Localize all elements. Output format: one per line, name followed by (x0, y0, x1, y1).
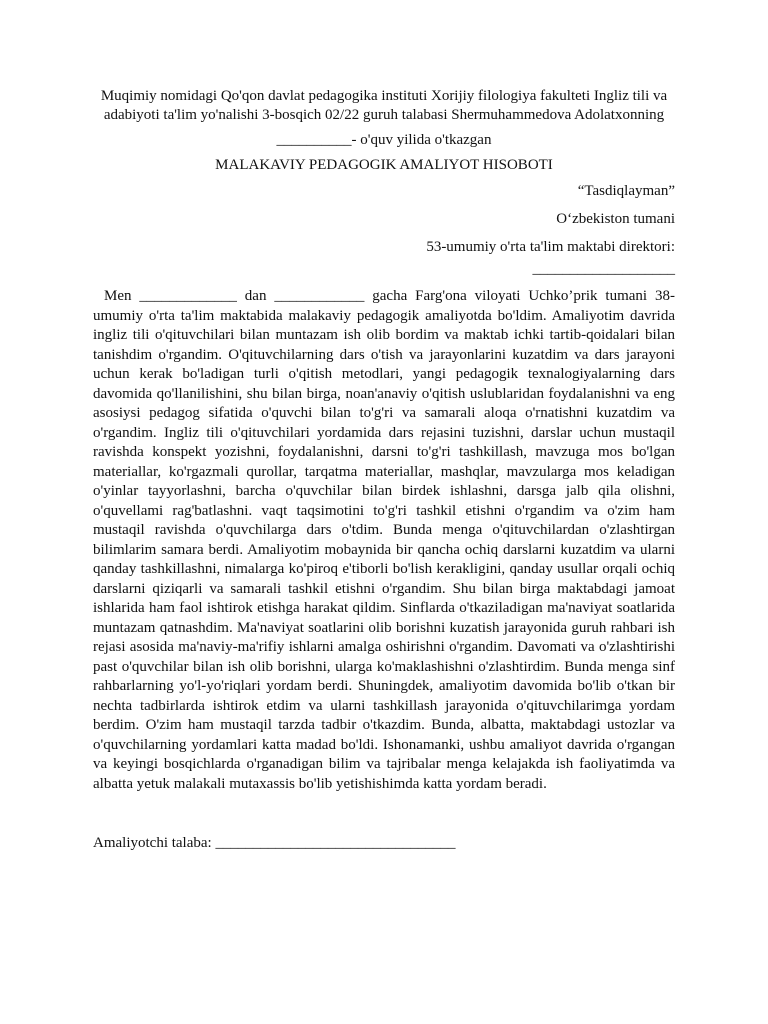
approval-label: “Tasdiqlayman” (577, 183, 675, 199)
director-label: 53-umumiy o'rta ta'lim maktabi direktori: (426, 239, 675, 255)
academic-year-line: __________- o'quv yilida o'tkazgan (276, 132, 492, 148)
document-header: Muqimiy nomidagi Qo'qon davlat pedagogika instituti Xorijiy filologiya fakulteti Ingliz tili va adabiyoti ta'lim yo'nalishi 3-bosqich 02/22 guruh talabasi Shermuhammedova Adolatxonning (100, 88, 668, 123)
document-title: MALAKAVIY PEDAGOGIK AMALIYOT HISOBOTI (215, 157, 553, 173)
director-signature-line: ___________________ (532, 261, 675, 277)
district-label: O‘zbekiston tumani (556, 211, 675, 227)
student-signature-line: Amaliyotchi talaba: ________________________________ (93, 835, 456, 851)
report-body-paragraph: Men _____________ dan ____________ gacha Farg'ona viloyati Uchko’prik tumani 38-umumiy o'rta ta'lim maktabida malakaviy pedagogik amaliyotda bo'ldim. Amaliyotim davrida ingliz tili o'qituvchilari bilan muntazam ish olib bordim va maktab ichki tartib-qoidalari bilan tanishdim o'rgandim. O'qituvchilarning dars o'tish va jarayonlarini kuzatdim va dars jarayoni uchun kerak bo'ladigan turli o'qitish metodlari, yangi pedagogik texnalogiyalarning dars davomida qo'llanilishini, shu bilan birga, noan'anaviy o'qitish uslublaridan foydalanishni va eng asosiysi pedagog sifatida o'quvchi bilan to'g'ri va samarali aloqa o'rnatishni kuzatdim va o'rgandim. Ingliz tili o'qituvchilari yordamida dars rejasini tuzishni, darslar uchun mustaqil ravishda konspekt yozishni, foydalanishni, darsni to'g'ri tashkillash, mavzuga mos bo'lgan materiallar, ko'rgazmali qurollar, tarqatma materiallar, mashqlar, mavzularga mos keladigan o'yinlar tayyorlashni, barcha o'quvchilar bilan birdek ishlashni, darsga jalb qila olishni, o'quvellami rag'batlashni. vaqt taqsimotini to'g'ri tashkil etishni o'rgandim va o'zim ham mustaqil ravishda o'quvchilarga dars o'tdim. Bunda menga o'qituvchilardan o'zlashtirgan bilimlarim samara berdi. Amaliyotim mobaynida bir qancha ochiq darslarni kuzatdim va ularni qanday tashkillashni, nimalarga ko'piroq e'tiborli bo'lish kerakligini, qanday usullar orqali ochiq darslarni qiziqarli va samarali tashkil etishni o'rgandim. Shu bilan birga maktabdagi jamoat ishlarida ham faol ishtirok etishga harakat qildim. Sinflarda o'tkaziladigan ma'naviyat soatlarida muntazam qatnashdim. Ma'naviyat soatlarini olib borishni kuzatish jarayonida guruh rahbari ish rejasi asosida ma'naviy-ma'rifiy ishlarni amalga oshirishni o'rgandim. Davomati va o'zlashtirishi past o'quvchilar bilan ish olib borishni, ularga ko'maklashishni o'zlashtirdim. Bunda menga sinf rahbarlarning yo'l-yo'riqlari yordam berdi. Shuningdek, amaliyotim davomida bo'lib o'tkan bir nechta tadbirlarda ishtirok etdim va ularni tashkillash jarayonida o'qituvchilarimga yordam berdim. O'zim ham mustaqil tarzda tadbir o'tkazdim. Bunda, albatta, maktabdagi ustozlar va o'quvchilarning yordamlari katta madad bo'ldi. Ishonamanki, ushbu amaliyot davrida o'rgangan va keyingi bosqichlarda o'rganadigan bilim va tajribalar menga kelajakda ish faoliyatimda va albatta yetuk malakali mutaxassis bo'lib yetishishimda katta yordam beradi. (93, 288, 675, 792)
